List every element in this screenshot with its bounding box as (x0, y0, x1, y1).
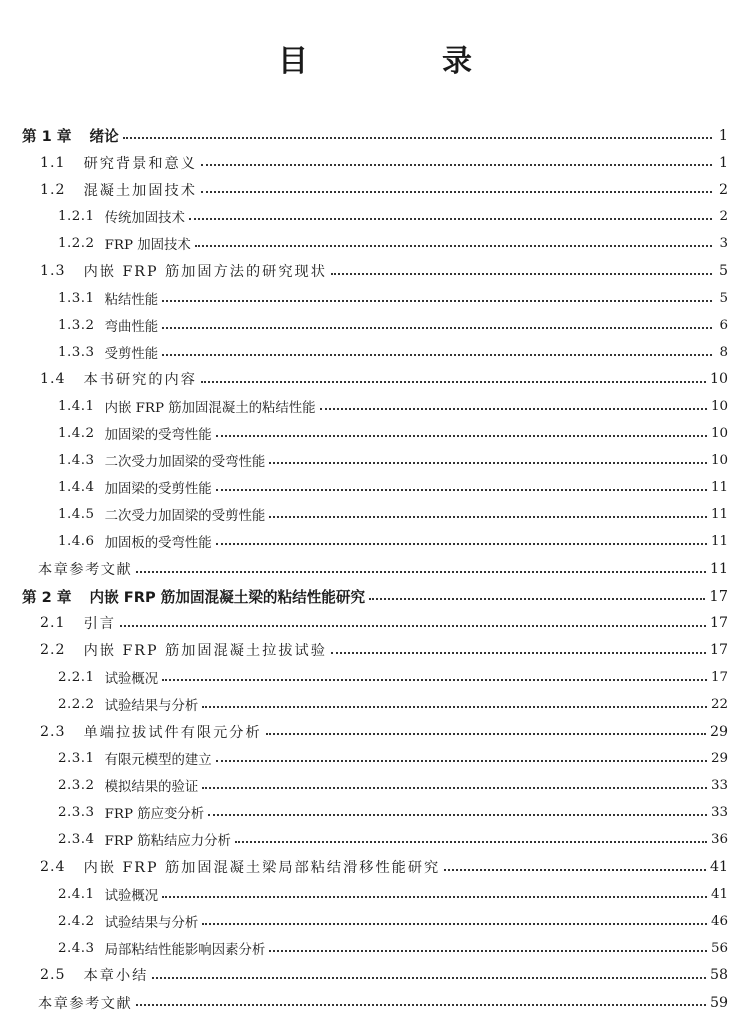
toc-entry-title: 二次受力加固梁的受剪性能 (104, 509, 266, 525)
toc-subsection-entry[interactable] (0, 203, 750, 230)
toc-entry-page-number: 8 (719, 344, 728, 360)
toc-references-entry[interactable] (0, 989, 750, 1016)
dot-leader (123, 136, 712, 139)
toc-section-entry[interactable] (0, 854, 750, 881)
toc-entry-title: 内嵌 FRP 筋加固混凝土梁局部粘结滑移性能研究 (83, 860, 441, 877)
toc-entry-page-number: 17 (709, 642, 728, 659)
toc-entry-page-number: 10 (710, 453, 728, 469)
toc-entry-title: 加固梁的受剪性能 (104, 482, 212, 498)
toc-entry-number: 第 1 章 (22, 128, 72, 146)
toc-chapter-entry[interactable] (0, 583, 750, 610)
toc-subsection-entry[interactable] (0, 420, 750, 447)
toc-entry-title: 传统加固技术 (104, 211, 185, 227)
dot-leader (189, 217, 712, 220)
toc-subsection-entry[interactable] (0, 745, 750, 772)
toc-entry-page-number: 41 (710, 886, 728, 902)
toc-entry-title: 内嵌 FRP 筋加固方法的研究现状 (83, 264, 327, 281)
toc-entry-page-number: 29 (710, 751, 728, 767)
toc-chapter-entry[interactable] (0, 122, 750, 149)
toc-section-entry[interactable] (0, 176, 750, 203)
toc-entry-page-number: 1 (718, 127, 728, 145)
toc-entry-number: 1.4.6 (58, 534, 95, 550)
toc-entry-number: 2.3.1 (58, 751, 95, 767)
dot-leader (136, 570, 706, 573)
toc-entry-number: 1.3 (40, 263, 66, 280)
toc-entry-page-number: 33 (710, 805, 728, 821)
toc-entry-page-number: 5 (719, 290, 728, 306)
dot-leader (162, 895, 707, 898)
toc-entry-title: 弯曲性能 (104, 319, 159, 335)
toc-entry-page-number: 22 (710, 697, 728, 713)
toc-entry-number: 2.2.1 (58, 669, 95, 685)
toc-section-entry[interactable] (0, 366, 750, 393)
dot-leader (201, 380, 706, 383)
toc-subsection-entry[interactable] (0, 339, 750, 366)
toc-subsection-entry[interactable] (0, 772, 750, 799)
toc-section-entry[interactable] (0, 637, 750, 664)
dot-leader (331, 272, 712, 275)
dot-leader (216, 488, 707, 491)
toc-entry-page-number: 3 (719, 236, 728, 252)
toc-references-entry[interactable] (0, 556, 750, 583)
toc-subsection-entry[interactable] (0, 799, 750, 826)
toc-subsection-entry[interactable] (0, 312, 750, 339)
toc-entry-title: 混凝土加固技术 (83, 182, 197, 199)
toc-subsection-entry[interactable] (0, 935, 750, 962)
toc-entry-title: 加固梁的受弯性能 (104, 428, 212, 444)
toc-subsection-entry[interactable] (0, 881, 750, 908)
toc-entry-page-number: 56 (710, 940, 728, 956)
toc-entry-title: 研究背景和意义 (83, 155, 197, 172)
dot-leader (208, 813, 707, 816)
page-title: 目 录 (278, 44, 524, 80)
toc-entry-number: 第 2 章 (22, 588, 72, 606)
toc-entry-page-number: 5 (718, 263, 728, 280)
toc-subsection-entry[interactable] (0, 501, 750, 528)
dot-leader (369, 597, 705, 600)
toc-entry-title: 试验概况 (104, 888, 159, 904)
toc-entry-title: 本章参考文献 (38, 562, 133, 579)
toc-entry-title: FRP 筋应变分析 (104, 807, 205, 823)
toc-entry-number: 2.3.3 (58, 805, 95, 821)
toc-entry-page-number: 29 (709, 723, 728, 740)
toc-subsection-entry[interactable] (0, 285, 750, 312)
dot-leader (269, 949, 707, 952)
toc-entry-number: 1.4.3 (58, 453, 95, 469)
dot-leader (444, 868, 706, 871)
toc-subsection-entry[interactable] (0, 474, 750, 501)
toc-entry-page-number: 17 (709, 587, 728, 605)
dot-leader (269, 515, 707, 518)
toc-entry-number: 2.4.2 (58, 913, 95, 929)
dot-leader (162, 326, 712, 329)
toc-entry-title: FRP 加固技术 (104, 238, 191, 254)
dot-leader (136, 1003, 706, 1006)
dot-leader (216, 759, 707, 762)
toc-subsection-entry[interactable] (0, 691, 750, 718)
toc-entry-page-number: 59 (709, 994, 728, 1011)
dot-leader (201, 163, 712, 166)
toc-entry-number: 2.4.3 (58, 940, 95, 956)
toc-section-entry[interactable] (0, 610, 750, 637)
toc-entry-title: 内嵌 FRP 筋加固混凝土的粘结性能 (104, 400, 316, 416)
toc-entry-number: 1.2.1 (58, 209, 95, 225)
toc-entry-title: 试验概况 (104, 671, 159, 687)
toc-section-entry[interactable] (0, 962, 750, 989)
toc-entry-number: 1.4.1 (58, 398, 95, 414)
toc-entry-title: 试验结果与分析 (104, 699, 199, 715)
toc-entry-page-number: 11 (710, 507, 728, 523)
toc-section-entry[interactable] (0, 149, 750, 176)
toc-entry-number: 1.4 (40, 371, 66, 388)
toc-entry-title: 内嵌 FRP 筋加固混凝土梁的粘结性能研究 (89, 588, 366, 606)
dot-leader (162, 353, 712, 356)
toc-entry-page-number: 1 (718, 154, 728, 171)
toc-entry-page-number: 11 (710, 534, 728, 550)
toc-entry-number: 2.5 (40, 967, 66, 984)
toc-subsection-entry[interactable] (0, 528, 750, 555)
toc-entry-title: 二次受力加固梁的受弯性能 (104, 455, 266, 471)
toc-entry-number: 1.2 (40, 181, 66, 198)
toc-entry-title: 单端拉拔试件有限元分析 (83, 724, 262, 741)
dot-leader (216, 434, 707, 437)
toc-subsection-entry[interactable] (0, 230, 750, 257)
toc-entry-number: 2.3.4 (58, 832, 95, 848)
dot-leader (202, 922, 707, 925)
dot-leader (216, 542, 707, 545)
toc-entry-page-number: 46 (710, 913, 728, 929)
toc-entry-number: 1.3.1 (58, 290, 95, 306)
dot-leader (320, 407, 707, 410)
toc-entry-page-number: 6 (719, 317, 728, 333)
toc-entry-page-number: 10 (709, 371, 728, 388)
toc-subsection-entry[interactable] (0, 447, 750, 474)
dot-leader (202, 705, 707, 708)
dot-leader (152, 976, 706, 979)
toc-subsection-entry[interactable] (0, 826, 750, 853)
toc-entry-title: 局部粘结性能影响因素分析 (104, 942, 266, 958)
dot-leader (162, 678, 707, 681)
toc-entry-title: 内嵌 FRP 筋加固混凝土拉拔试验 (83, 643, 327, 660)
toc-entry-title: 引言 (83, 616, 116, 633)
dot-leader (331, 651, 706, 654)
toc-entry-number: 1.2.2 (58, 236, 95, 252)
toc-entry-page-number: 17 (709, 615, 728, 632)
toc-entry-page-number: 33 (710, 778, 728, 794)
toc-entry-page-number: 11 (709, 561, 728, 578)
toc-entry-number: 2.4 (40, 859, 66, 876)
toc-entry-title: 本章参考文献 (38, 995, 133, 1012)
toc-entry-number: 1.4.2 (58, 426, 95, 442)
toc-entry-title: 模拟结果的验证 (104, 780, 199, 796)
toc-entry-title: 绪论 (89, 128, 119, 146)
toc-entry-number: 2.4.1 (58, 886, 95, 902)
toc-entry-number: 1.3.2 (58, 317, 95, 333)
toc-entry-page-number: 2 (718, 181, 728, 198)
toc-section-entry[interactable] (0, 718, 750, 745)
toc-entry-page-number: 10 (710, 398, 728, 414)
table-of-contents (0, 122, 750, 1016)
dot-leader (195, 244, 712, 247)
toc-entry-number: 2.3.2 (58, 778, 95, 794)
toc-entry-title: 粘结性能 (104, 292, 159, 308)
toc-entry-number: 2.2 (40, 642, 66, 659)
toc-entry-number: 2.3 (40, 723, 66, 740)
toc-entry-page-number: 2 (719, 209, 728, 225)
toc-entry-title: 本章小结 (83, 968, 149, 985)
dot-leader (235, 840, 707, 843)
toc-subsection-entry[interactable] (0, 908, 750, 935)
dot-leader (162, 299, 712, 302)
toc-entry-title: 本书研究的内容 (83, 372, 197, 389)
dot-leader (201, 190, 712, 193)
toc-entry-number: 1.1 (40, 154, 66, 171)
dot-leader (202, 786, 707, 789)
dot-leader (266, 732, 706, 735)
toc-entry-number: 2.1 (40, 615, 66, 632)
toc-entry-number: 1.3.3 (58, 344, 95, 360)
toc-entry-page-number: 41 (709, 859, 728, 876)
toc-subsection-entry[interactable] (0, 664, 750, 691)
toc-entry-title: 有限元模型的建立 (104, 753, 212, 769)
toc-entry-page-number: 11 (710, 480, 728, 496)
toc-entry-number: 1.4.4 (58, 480, 95, 496)
toc-entry-title: 受剪性能 (104, 346, 159, 362)
dot-leader (120, 624, 706, 627)
toc-entry-page-number: 58 (709, 967, 728, 984)
toc-entry-page-number: 36 (710, 832, 728, 848)
toc-subsection-entry[interactable] (0, 393, 750, 420)
toc-section-entry[interactable] (0, 257, 750, 284)
toc-entry-title: 加固板的受弯性能 (104, 536, 212, 552)
toc-entry-number: 2.2.2 (58, 697, 95, 713)
toc-entry-title: 试验结果与分析 (104, 915, 199, 931)
dot-leader (269, 461, 707, 464)
toc-entry-page-number: 17 (710, 669, 728, 685)
toc-entry-number: 1.4.5 (58, 507, 95, 523)
toc-entry-page-number: 10 (710, 426, 728, 442)
toc-entry-title: FRP 筋粘结应力分析 (104, 834, 231, 850)
